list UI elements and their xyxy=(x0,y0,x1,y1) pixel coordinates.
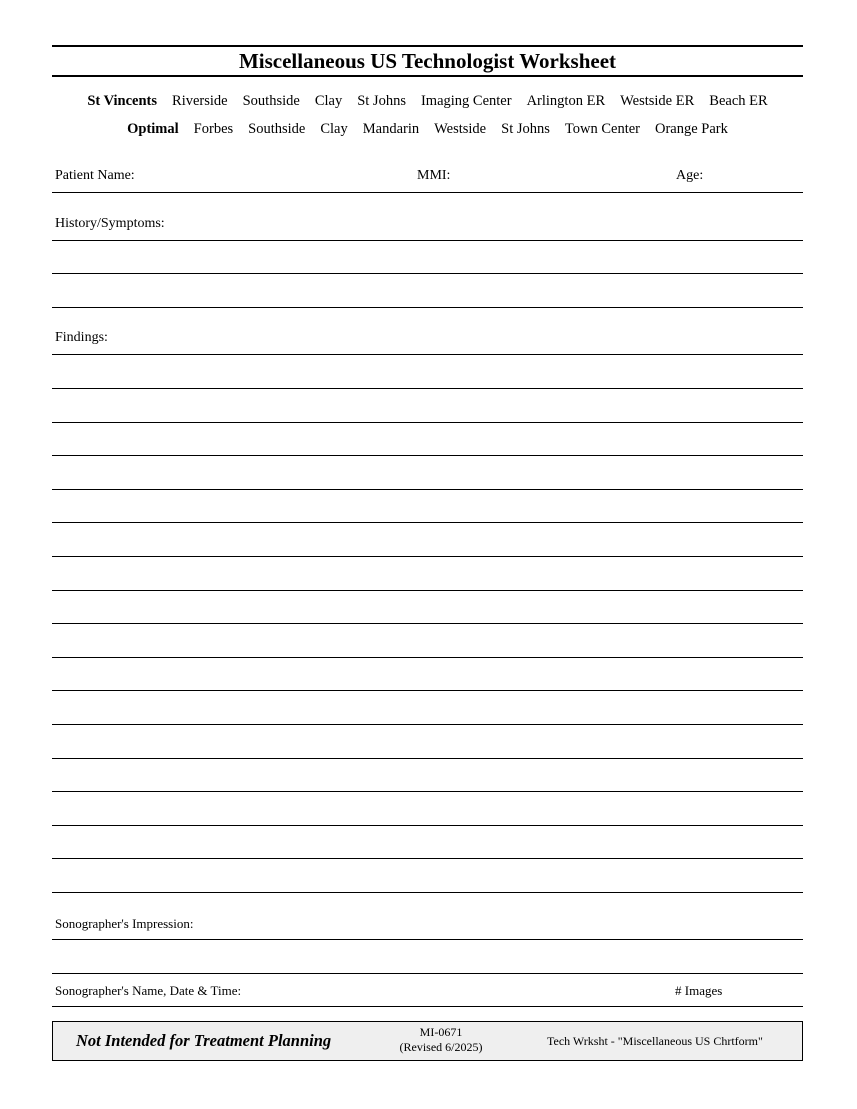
site-option[interactable]: Forbes xyxy=(193,121,234,137)
findings-line[interactable] xyxy=(52,623,803,624)
form-number: MI-0671 xyxy=(419,1025,463,1039)
impression-line[interactable] xyxy=(52,939,803,940)
findings-line[interactable] xyxy=(52,724,803,725)
history-line[interactable] xyxy=(52,307,803,308)
findings-line[interactable] xyxy=(52,657,803,658)
site-option[interactable]: Westside xyxy=(434,121,487,137)
site-option[interactable]: Southside xyxy=(242,93,300,109)
patient-name-label: Patient Name: xyxy=(55,168,135,183)
page-title-text: Miscellaneous US Technologist Worksheet xyxy=(238,48,617,73)
findings-line[interactable] xyxy=(52,422,803,423)
site-option[interactable]: Westside ER xyxy=(620,93,695,109)
findings-label: Findings: xyxy=(55,330,108,345)
site-option[interactable]: Town Center xyxy=(564,121,640,137)
site-row-optimal xyxy=(52,121,803,138)
findings-line[interactable] xyxy=(52,825,803,826)
worksheet-page xyxy=(52,45,803,1054)
site-option[interactable]: St Johns xyxy=(357,93,406,109)
site-option[interactable]: Arlington ER xyxy=(526,93,606,109)
sonographer-line[interactable] xyxy=(52,1006,803,1007)
site-option[interactable]: Southside xyxy=(248,121,306,137)
history-label: History/Symptoms: xyxy=(55,216,165,231)
impression-label: Sonographer's Impression: xyxy=(55,916,194,931)
findings-line[interactable] xyxy=(52,858,803,859)
site-option[interactable]: Clay xyxy=(320,121,348,137)
history-line[interactable] xyxy=(52,240,803,241)
sonographer-label: Sonographer's Name, Date & Time: xyxy=(55,983,242,998)
site-option[interactable]: Mandarin xyxy=(362,121,420,137)
findings-line[interactable] xyxy=(52,388,803,389)
site-row-st-vincents xyxy=(52,93,803,110)
form-name: Tech Wrksht - "Miscellaneous US Chrtform" xyxy=(547,1034,763,1048)
site-group-name: Optimal xyxy=(127,121,179,137)
site-option[interactable]: Riverside xyxy=(172,93,228,109)
findings-line[interactable] xyxy=(52,690,803,691)
images-count-label: # Images xyxy=(675,983,723,998)
site-group-name: St Vincents xyxy=(87,93,158,109)
form-revision: (Revised 6/2025) xyxy=(399,1040,483,1054)
page-title xyxy=(52,45,803,77)
findings-line[interactable] xyxy=(52,354,803,355)
patient-info-line[interactable] xyxy=(52,192,803,193)
age-label: Age: xyxy=(676,168,704,183)
findings-line[interactable] xyxy=(52,791,803,792)
findings-line[interactable] xyxy=(52,892,803,893)
mmi-label: MMI: xyxy=(417,168,451,183)
form-number-block xyxy=(389,1025,493,1055)
history-line[interactable] xyxy=(52,273,803,274)
findings-line[interactable] xyxy=(52,489,803,490)
site-option[interactable]: Beach ER xyxy=(709,93,768,109)
site-option[interactable]: Orange Park xyxy=(654,121,728,137)
findings-line[interactable] xyxy=(52,758,803,759)
footer-disclaimer: Not Intended for Treatment Planning xyxy=(76,1031,332,1050)
footer-box xyxy=(52,1021,803,1061)
impression-line[interactable] xyxy=(52,973,803,974)
findings-line[interactable] xyxy=(52,556,803,557)
findings-line[interactable] xyxy=(52,590,803,591)
site-option[interactable]: St Johns xyxy=(501,121,550,137)
findings-line[interactable] xyxy=(52,522,803,523)
site-option[interactable]: Clay xyxy=(314,93,343,109)
site-option[interactable]: Imaging Center xyxy=(420,93,512,109)
findings-line[interactable] xyxy=(52,455,803,456)
